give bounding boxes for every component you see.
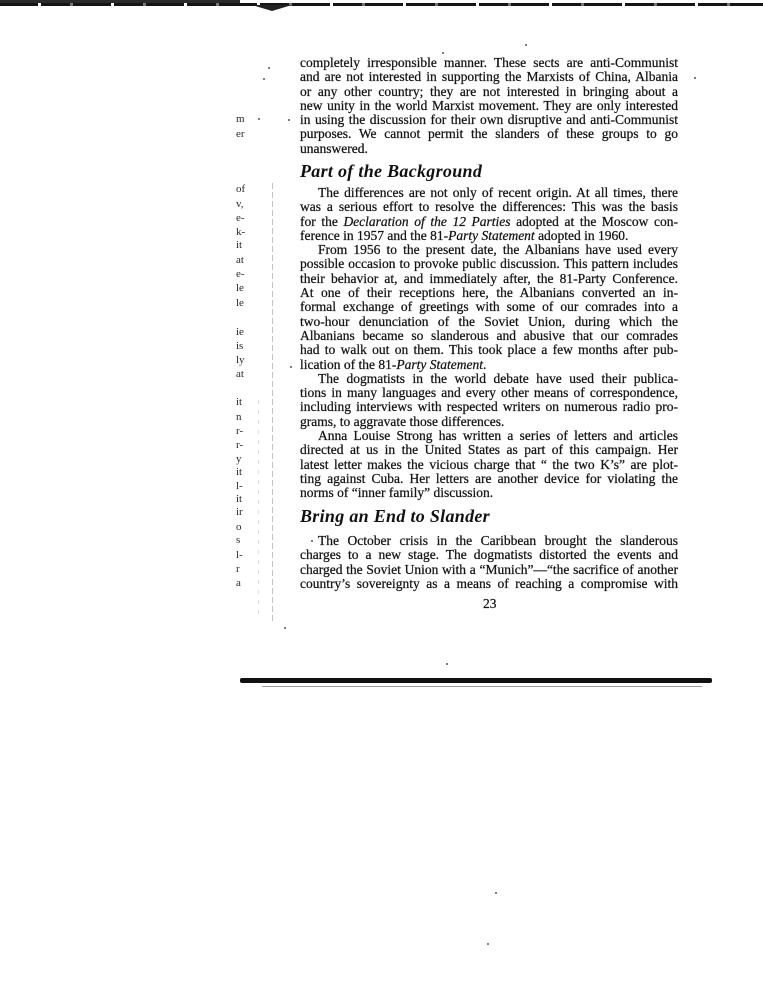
italic-title: Party Statement bbox=[396, 356, 483, 372]
facing-page-fragment: it bbox=[236, 493, 243, 505]
text-line: charged the Soviet Union with a “Munich”—“the sacrifice of another bbox=[300, 561, 678, 577]
facing-page-fragment: r bbox=[236, 563, 240, 575]
facing-page-fragment: is bbox=[236, 340, 244, 352]
text-line: ting against Cuba. Her letters are another device for violating the bbox=[300, 470, 678, 486]
text-line: charges to a new stage. The dogmatists distorted the events and bbox=[300, 547, 678, 563]
facing-page-fragment: ir bbox=[236, 506, 243, 518]
facing-page-fragment: ie bbox=[236, 326, 244, 338]
facing-page-fragment: m bbox=[236, 113, 245, 125]
page-bottom-edge bbox=[240, 678, 712, 683]
page-gutter-shadow bbox=[272, 183, 273, 623]
facing-page-fragment: a bbox=[236, 577, 241, 589]
text-line bbox=[300, 229, 678, 243]
text-line: The dogmatists in the world debate have used their publica- bbox=[318, 370, 678, 386]
scan-speck bbox=[442, 52, 444, 54]
text-line: in using the discussion for their own disruptive and anti-Communist bbox=[300, 112, 678, 128]
facing-page-fragment: le bbox=[236, 282, 244, 294]
facing-page-fragment: k- bbox=[236, 226, 246, 238]
section-heading: Bring an End to Slander bbox=[300, 506, 490, 526]
section-body bbox=[300, 534, 678, 591]
scan-speck bbox=[284, 627, 286, 629]
text-line: their behavior at, and immediately after, the 81-Party Conference. bbox=[300, 270, 678, 286]
facing-page-fragment: l- bbox=[236, 480, 243, 492]
facing-page-fragment: s bbox=[236, 534, 241, 546]
text-run: adopted at the Moscow con- bbox=[510, 213, 679, 229]
text-line: At one of their receptions here, the Albanians converted an in- bbox=[300, 285, 678, 301]
scan-speck bbox=[694, 77, 696, 79]
text-line: two-hour denunciation of the Soviet Union, during which the bbox=[300, 313, 678, 329]
text-line bbox=[300, 358, 678, 372]
paragraph bbox=[300, 186, 678, 243]
section-heading: Part of the Background bbox=[300, 161, 483, 181]
text-line: From 1956 to the present date, the Albanians have used every bbox=[318, 242, 678, 258]
facing-page-fragment: it bbox=[236, 239, 243, 251]
facing-page-margin bbox=[0, 0, 260, 990]
facing-page-fragment: at bbox=[236, 254, 244, 266]
page-bottom-edge-shadow bbox=[262, 686, 702, 687]
facing-page-fragment: er bbox=[236, 128, 245, 140]
facing-page-fragment: y bbox=[236, 453, 242, 465]
facing-page-fragment: le bbox=[236, 297, 244, 309]
scan-speck bbox=[495, 892, 497, 894]
text-line: directed at us in the United States as part of this campaign. Her bbox=[300, 442, 678, 458]
scan-speck bbox=[258, 118, 260, 120]
facing-page-fragment: it bbox=[236, 466, 243, 478]
italic-title: Party Statement bbox=[448, 227, 535, 243]
text-line: The differences are not only of recent origin. At all times, there bbox=[318, 185, 678, 200]
scan-speck bbox=[525, 44, 527, 46]
text-line: unanswered. bbox=[300, 140, 368, 156]
text-line bbox=[300, 215, 678, 229]
paragraph bbox=[300, 534, 678, 591]
text-line: formal exchange of greetings with some of our comrades into a bbox=[300, 299, 678, 315]
text-line: had to walk out on them. This took place a few months after pub- bbox=[300, 342, 678, 358]
page-number: 23 bbox=[483, 596, 497, 611]
scan-speck bbox=[268, 67, 270, 69]
text-line: and are not interested in supporting the Marxists of China, Albania bbox=[300, 69, 678, 85]
text-line: or any other country; they are not interested in bringing about a bbox=[300, 83, 678, 99]
text-line: latest letter makes the vicious charge that “ the two K’s” are plot- bbox=[300, 456, 678, 472]
facing-page-fragment: n bbox=[236, 411, 242, 423]
scan-speck bbox=[311, 540, 313, 542]
facing-page-fragment: o bbox=[236, 521, 242, 533]
scan-speck bbox=[288, 119, 290, 121]
facing-page-fragment: it bbox=[236, 396, 243, 408]
facing-page-fragment: l- bbox=[236, 549, 243, 561]
scan-speck bbox=[263, 78, 265, 80]
scan-speck bbox=[487, 943, 489, 945]
scan-speck bbox=[446, 663, 448, 665]
facing-page-fragment: e- bbox=[236, 212, 245, 224]
text-line: was a serious effort to resolve the differences: This was the basis bbox=[300, 199, 678, 215]
scan-speck bbox=[290, 366, 292, 368]
facing-page-fragment: of bbox=[236, 183, 246, 195]
text-line: new unity in the world Marxist movement. They are only interested bbox=[300, 97, 678, 113]
text-line: completely irresponsible manner. These sects are anti-Communist bbox=[300, 55, 678, 70]
paragraph bbox=[300, 372, 678, 429]
text-run: ference in 1957 and the 81- bbox=[300, 227, 449, 243]
text-line: including interviews with respected writers on numerous radio pro- bbox=[300, 399, 678, 415]
text-line: norms of “inner family” discussion. bbox=[300, 485, 494, 501]
text-line: Anna Louise Strong has written a series of letters and articles bbox=[318, 428, 678, 444]
facing-page-fragment: ly bbox=[236, 354, 245, 366]
text-run: lication of the 81- bbox=[300, 356, 397, 372]
facing-page-fragment: r- bbox=[236, 439, 244, 451]
paragraph bbox=[300, 243, 678, 372]
facing-page-fragment: e- bbox=[236, 268, 245, 280]
text-run: . bbox=[482, 356, 487, 372]
section-body bbox=[300, 186, 678, 501]
facing-page-fragment: r- bbox=[236, 425, 244, 437]
text-line: possible occasion to provoke public discussion. This pattern includes bbox=[300, 256, 678, 272]
text-run: for the bbox=[300, 213, 344, 229]
italic-title: Declaration of the 12 Parties bbox=[343, 213, 511, 229]
facing-page-fragment: at bbox=[236, 368, 244, 380]
paragraph bbox=[300, 56, 678, 156]
text-line: country’s sovereignty as a means of reaching a compromise with bbox=[300, 575, 678, 591]
text-line: Albanians became so slanderous and abusive that our comrades bbox=[300, 327, 678, 343]
facing-page-fragment: v, bbox=[236, 198, 244, 210]
text-line: tions in many languages and every other means of correspondence, bbox=[300, 385, 678, 401]
paragraph bbox=[300, 429, 678, 500]
text-line: purposes. We cannot permit the slanders of these groups to go bbox=[300, 126, 678, 142]
text-run: adopted in 1960. bbox=[534, 227, 629, 243]
text-line: grams, to aggravate those differences. bbox=[300, 413, 505, 429]
text-line: The October crisis in the Caribbean brought the slanderous bbox=[318, 533, 678, 548]
